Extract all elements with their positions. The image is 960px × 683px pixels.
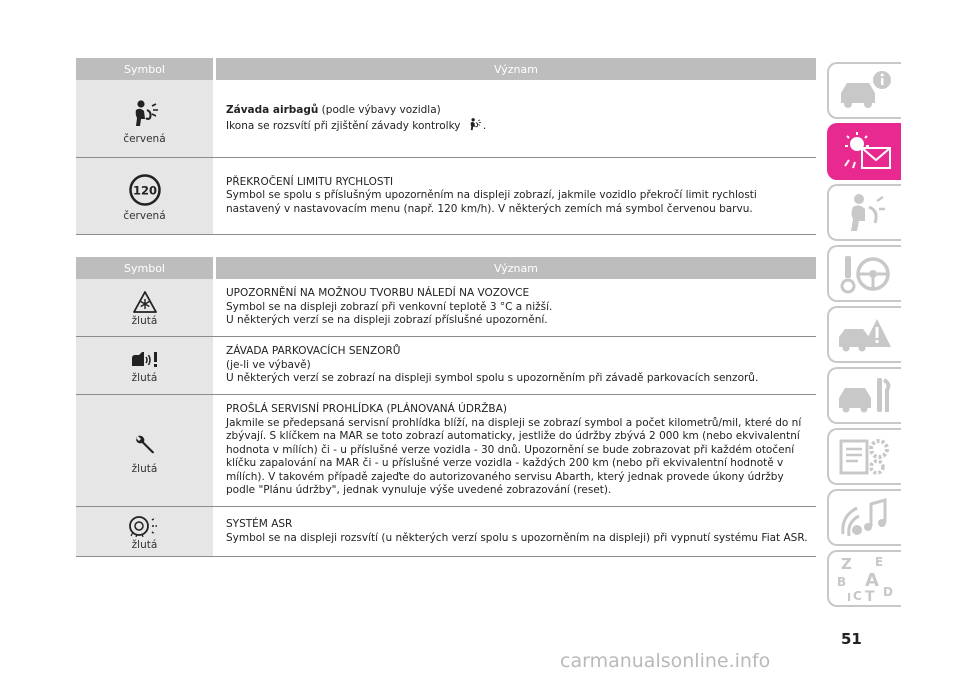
row-title: ZÁVADA PARKOVACÍCH SENZORŮ [226,345,401,358]
row-description-2: U některých verzí se na displeji zobrazí příslušné upozornění. [226,314,548,327]
warning-lights-table-1 [76,58,816,235]
row-description: Symbol se na displeji rozsvítí (u některých verzí spolu s upozorněním na displeji) při vypnutí systému Fiat ASR. [226,531,808,544]
row-description: Symbol se na displeji zobrazí při venkovní teplotě 3 °C a nižší. [226,300,553,313]
accident-warning-icon [835,313,895,357]
meaning-cell [216,158,816,234]
row-description: Symbol se spolu s příslušným upozorněním na displeji zobrazí, jakmile vozidlo překročí limit rychlosti nastavený v nastavovacím menu (např. 120 km/h). V některých zemích má symbol červenou barvu. [226,189,757,215]
svg-text:Z: Z [841,554,852,573]
tab-key-steering-wheel[interactable] [827,245,901,302]
row-description-line [226,117,808,134]
svg-text:B: B [837,574,847,589]
multimedia-music-icon [835,496,895,540]
row-title: Závada airbagů [226,103,319,116]
svg-text:D: D [883,584,893,599]
car-maintenance-tools-icon [835,374,895,418]
row-title: PROŠLÁ SERVISNÍ PROHLÍDKA (PLÁNOVANÁ ÚDRŽBA) [226,403,507,416]
color-label: žlutá [131,371,158,384]
tab-accident-warning[interactable] [827,306,901,363]
svg-text:I: I [847,590,852,604]
table-header [76,58,816,80]
service-wrench-icon [133,427,157,463]
meaning-column-header: Význam [216,257,816,279]
row-description-end: . [482,120,487,132]
tab-multimedia[interactable] [827,489,901,546]
color-label: žlutá [131,538,158,551]
svg-text:120: 120 [132,183,157,198]
symbol-cell [76,158,213,234]
row-title: SYSTÉM ASR [226,518,293,530]
airbag-fault-icon [467,117,483,131]
table-row [76,337,816,395]
symbol-cell [76,395,213,506]
symbol-cell [76,279,213,336]
symbol-cell [76,80,213,157]
svg-text:T: T [865,588,875,604]
watermark: carmanualsonline.info [560,650,771,672]
meaning-cell [216,507,816,556]
svg-text:A: A [865,569,879,591]
symbol-column-header: Symbol [76,58,213,80]
technical-data-gears-icon [835,435,895,479]
tab-car-maintenance-tools[interactable] [827,367,901,424]
svg-text:C: C [853,588,862,603]
symbol-cell [76,507,213,556]
meaning-cell [216,80,816,157]
row-description-2: U některých verzí se zobrazí na displeji symbol spolu s upozorněním při závadě parkovacích senzorů. [226,372,759,385]
meaning-cell [216,395,816,506]
color-label: žlutá [131,462,158,475]
warning-lights-messages-icon [835,130,895,174]
row-title: UPOZORNĚNÍ NA MOŽNOU TVORBU NÁLEDÍ NA VOZOVCE [226,287,530,300]
page-number: 51 [841,630,862,648]
ice-warning-icon [132,289,158,315]
key-steering-wheel-icon [835,252,895,296]
color-label: žlutá [131,314,158,327]
parking-sensor-fault-icon [130,348,160,372]
warning-lights-table-2 [76,257,816,557]
meaning-column-header: Význam [216,58,816,80]
svg-text:E: E [875,554,884,569]
tab-warning-lights-messages[interactable] [827,123,901,180]
table-header [76,257,816,279]
table-row [76,507,816,557]
row-title-note: (podle výbavy vozidla) [318,103,441,116]
speed-limit-120-icon [129,170,161,210]
row-description: Ikona se rozsvítí při zjištění závady kontrolky [226,120,461,132]
seat-airbag-icon [835,191,895,235]
table-row [76,279,816,337]
table-row [76,80,816,158]
tab-technical-data[interactable] [827,428,901,485]
meaning-cell [216,337,816,394]
airbag-fault-icon [130,93,160,133]
asr-system-icon [127,513,163,539]
car-info-icon [835,69,895,113]
color-label: červená [123,210,166,222]
symbol-cell [76,337,213,394]
symbol-column-header: Symbol [76,257,213,279]
tab-alphabetical-index[interactable] [827,550,901,607]
tab-seat-airbag[interactable] [827,184,901,241]
table-row [76,158,816,235]
meaning-cell [216,279,816,336]
alphabetical-index-icon [835,554,895,604]
row-title: PŘEKROČENÍ LIMITU RYCHLOSTI [226,175,394,188]
chapter-tabs [827,62,901,611]
table-row [76,395,816,507]
row-description: (je-li ve výbavě) [226,358,311,371]
row-description: Jakmile se předepsaná servisní prohlídka blíží, na displeji se zobrazí symbol a počet kilometrů/mil, které do ní zbývají. S klíčkem na MAR se toto zobrazí automaticky, jestliže do údržby zbývá 2 000 km (nebo ekvivalentní hodnota v mílích) či - u příslušné verze vozidla - 30 dnů. Upozornění se bude zobrazovat při každém otočení klíčku zapalování na MAR či - u příslušné verze vozidla - každých 200 km (nebo při ekvivalentní hodnotě v mílích). V takovém případě zajeďte do autorizovaného servisu Abarth, který jednak provede úkony údržby podle "Plánu údržby", jednak vynuluje výše uvedené zobrazování (reset). [226,416,802,497]
row-title-line [226,104,808,118]
color-label: červená [123,132,166,145]
tab-car-info[interactable] [827,62,901,119]
